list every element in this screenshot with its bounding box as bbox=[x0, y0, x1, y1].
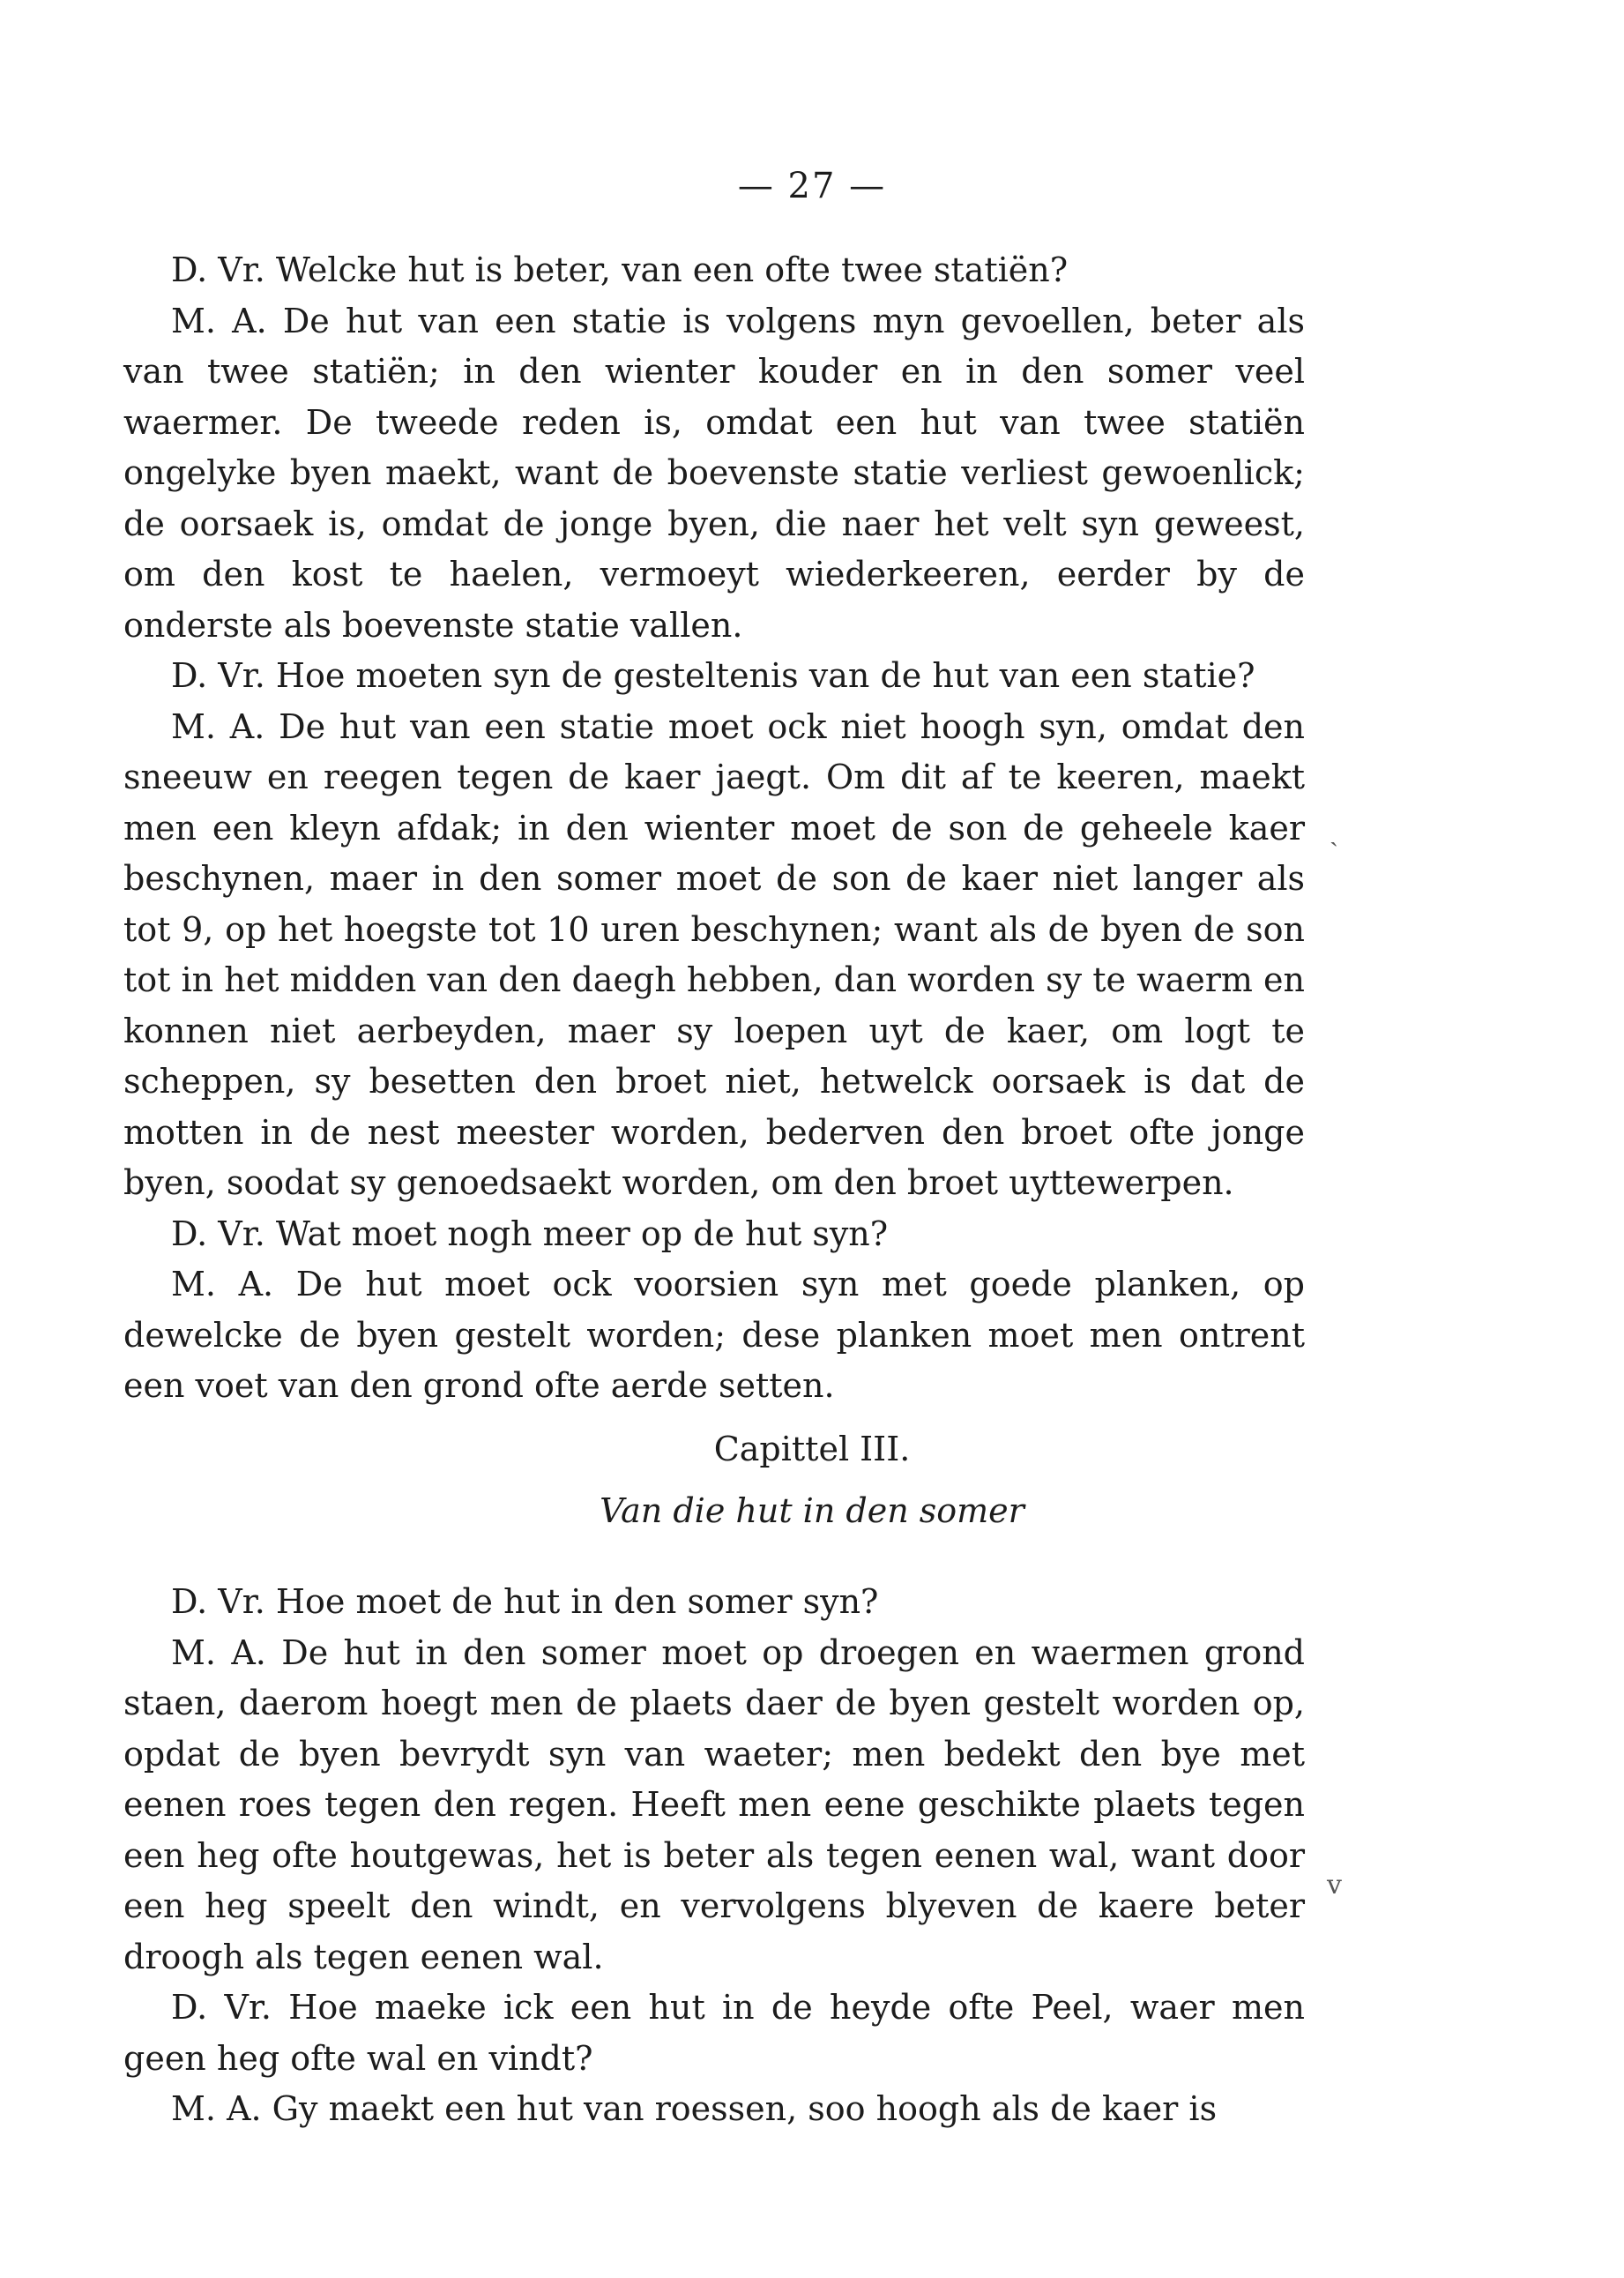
text-block-upper bbox=[123, 245, 1305, 1412]
paragraph-answer: M. A. Gy maekt een hut van roessen, soo hoogh als de kaer is bbox=[171, 2089, 1218, 2128]
paragraph-question: D. Vr. Hoe moeten syn de gesteltenis van de hut van een statie? bbox=[171, 656, 1255, 695]
text-block-lower bbox=[123, 1577, 1305, 2135]
paragraph-answer: M. A. De hut van een statie moet ock niet hoogh syn, omdat den sneeuw en reegen tegen de kaer jaegt. Om dit af te keeren, maekt men een kleyn afdak; in den wienter moet de son de geheele kaer beschynen, maer in den somer moet de son de kaer niet langer als tot 9, op het hoegste tot 10 uren beschynen; want als de byen de son tot in het midden van den daegh hebben, dan worden sy te waerm en konnen niet aerbeyden, maer sy loepen uyt de kaer, om logt te scheppen, sy besetten den broet niet, hetwelck oorsaek is dat de motten in de nest meester worden, bederven den broet ofte jonge byen, soodat sy genoedsaekt worden, om den broet uyttewerpen. bbox=[123, 706, 1305, 1202]
paragraph-answer: M. A. De hut van een statie is volgens myn gevoellen, beter als van twee statiën; in den wienter kouder en in den somer veel waermer. De tweede reden is, omdat een hut van twee statiën ongelyke byen maekt, want de boevenste statie verliest gewoenlick; de oorsaek is, omdat de jonge byen, die naer het velt syn geweest, om den kost te haelen, vermoeyt wiederkeeren, eerder by de onderste als boevenste statie vallen. bbox=[123, 301, 1305, 645]
margin-mark: v bbox=[1327, 1870, 1342, 1901]
margin-mark: ˎ bbox=[1330, 817, 1338, 848]
paragraph-question: D. Vr. Hoe maeke ick een hut in de heyde ofte Peel, waer men geen heg ofte wal en vindt? bbox=[123, 1988, 1305, 2078]
paragraph-answer: M. A. De hut in den somer moet op droegen en waermen grond staen, daerom hoegt men de plaets daer de byen gestelt worden op, opdat de byen bevrydt syn van waeter; men bedekt den bye met eenen roes tegen den regen. Heeft men eene geschikte plaets tegen een heg ofte houtgewas, het is beter als tegen eenen wal, want door een heg speelt den windt, en vervolgens blyeven de kaere beter droogh als tegen eenen wal. bbox=[123, 1632, 1305, 1976]
chapter-title: Capittel III. bbox=[713, 1430, 911, 1468]
page-number: — 27 — bbox=[737, 166, 887, 206]
paragraph-question: D. Vr. Wat moet nogh meer op de hut syn? bbox=[171, 1214, 889, 1253]
paragraph-answer: M. A. De hut moet ock voorsien syn met goede planken, op dewelcke de byen gestelt worden; dese planken moet men ontrent een voet van den grond ofte aerde setten. bbox=[123, 1265, 1305, 1405]
paragraph-question: D. Vr. Hoe moet de hut in den somer syn? bbox=[171, 1582, 879, 1621]
paragraph-question: D. Vr. Welcke hut is beter, van een ofte twee statiën? bbox=[171, 250, 1069, 289]
chapter-subtitle: Van die hut in den somer bbox=[600, 1491, 1024, 1530]
